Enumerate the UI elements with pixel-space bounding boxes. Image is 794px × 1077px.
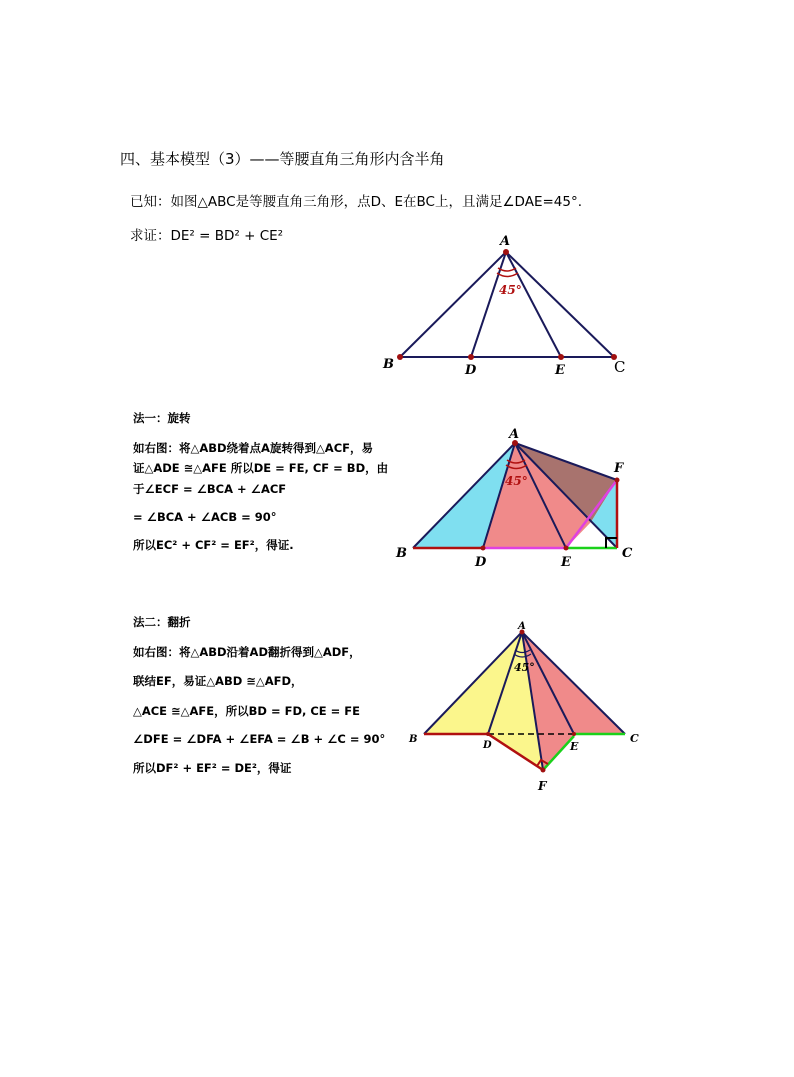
prove-text: 求证：DE² = BD² + CE² bbox=[130, 228, 284, 244]
method1-line-2: 证△ADE ≅△AFE 所以DE = FE, CF = BD，由 bbox=[133, 461, 389, 475]
section-title: 四、基本模型（3）——等腰直角三角形内含半角 bbox=[120, 150, 445, 168]
fig1-label-d: D bbox=[465, 363, 477, 378]
method2-line-4: ∠DFE = ∠DFA + ∠EFA = ∠B + ∠C = 90° bbox=[133, 732, 386, 746]
fig1-label-a: A bbox=[500, 234, 511, 249]
fig3-label-e: E bbox=[570, 740, 579, 753]
fig2-label-d: D bbox=[475, 555, 487, 570]
fig3-label-f: F bbox=[538, 779, 547, 793]
fig2-label-e: E bbox=[561, 555, 571, 570]
fig3-label-a: A bbox=[518, 621, 526, 632]
fig2-angle-label: 45° bbox=[505, 474, 528, 488]
fig3-label-d: D bbox=[483, 740, 492, 751]
method2-line-5: 所以DF² + EF² = DE²，得证 bbox=[133, 761, 292, 775]
fig2-label-f: F bbox=[614, 461, 624, 476]
fig3-label-b: B bbox=[409, 734, 418, 745]
method1-line-5: 所以EC² + CF² = EF²，得证. bbox=[133, 538, 294, 552]
method1-line-1: 如右图：将△ABD绕着点A旋转得到△ACF，易 bbox=[133, 441, 373, 455]
fig1-label-c: C bbox=[614, 358, 626, 376]
fig1-label-e: E bbox=[555, 363, 565, 378]
method2-line-3: △ACE ≅△AFE，所以BD = FD, CE = FE bbox=[133, 704, 361, 718]
fig2-label-c: C bbox=[622, 546, 633, 561]
fig1-label-b: B bbox=[383, 357, 394, 372]
fig3-label-c: C bbox=[630, 732, 639, 745]
fig2-label-a: A bbox=[509, 427, 520, 442]
method2-heading: 法二：翻折 bbox=[133, 615, 191, 629]
fig1-angle-label: 45° bbox=[499, 283, 522, 297]
method2-line-2: 联结EF，易证△ABD ≅△AFD， bbox=[133, 674, 303, 688]
fig2-label-b: B bbox=[396, 546, 407, 561]
method1-line-3: 于∠ECF = ∠BCA + ∠ACF bbox=[133, 482, 287, 496]
given-text: 已知：如图△ABC是等腰直角三角形，点D、E在BC上，且满足∠DAE=45°. bbox=[130, 194, 582, 210]
method1-heading: 法一：旋转 bbox=[133, 411, 191, 425]
method1-line-4: = ∠BCA + ∠ACB = 90° bbox=[133, 510, 277, 524]
fig3-angle-label: 45° bbox=[514, 661, 535, 674]
method2-line-1: 如右图：将△ABD沿着AD翻折得到△ADF， bbox=[133, 645, 361, 659]
